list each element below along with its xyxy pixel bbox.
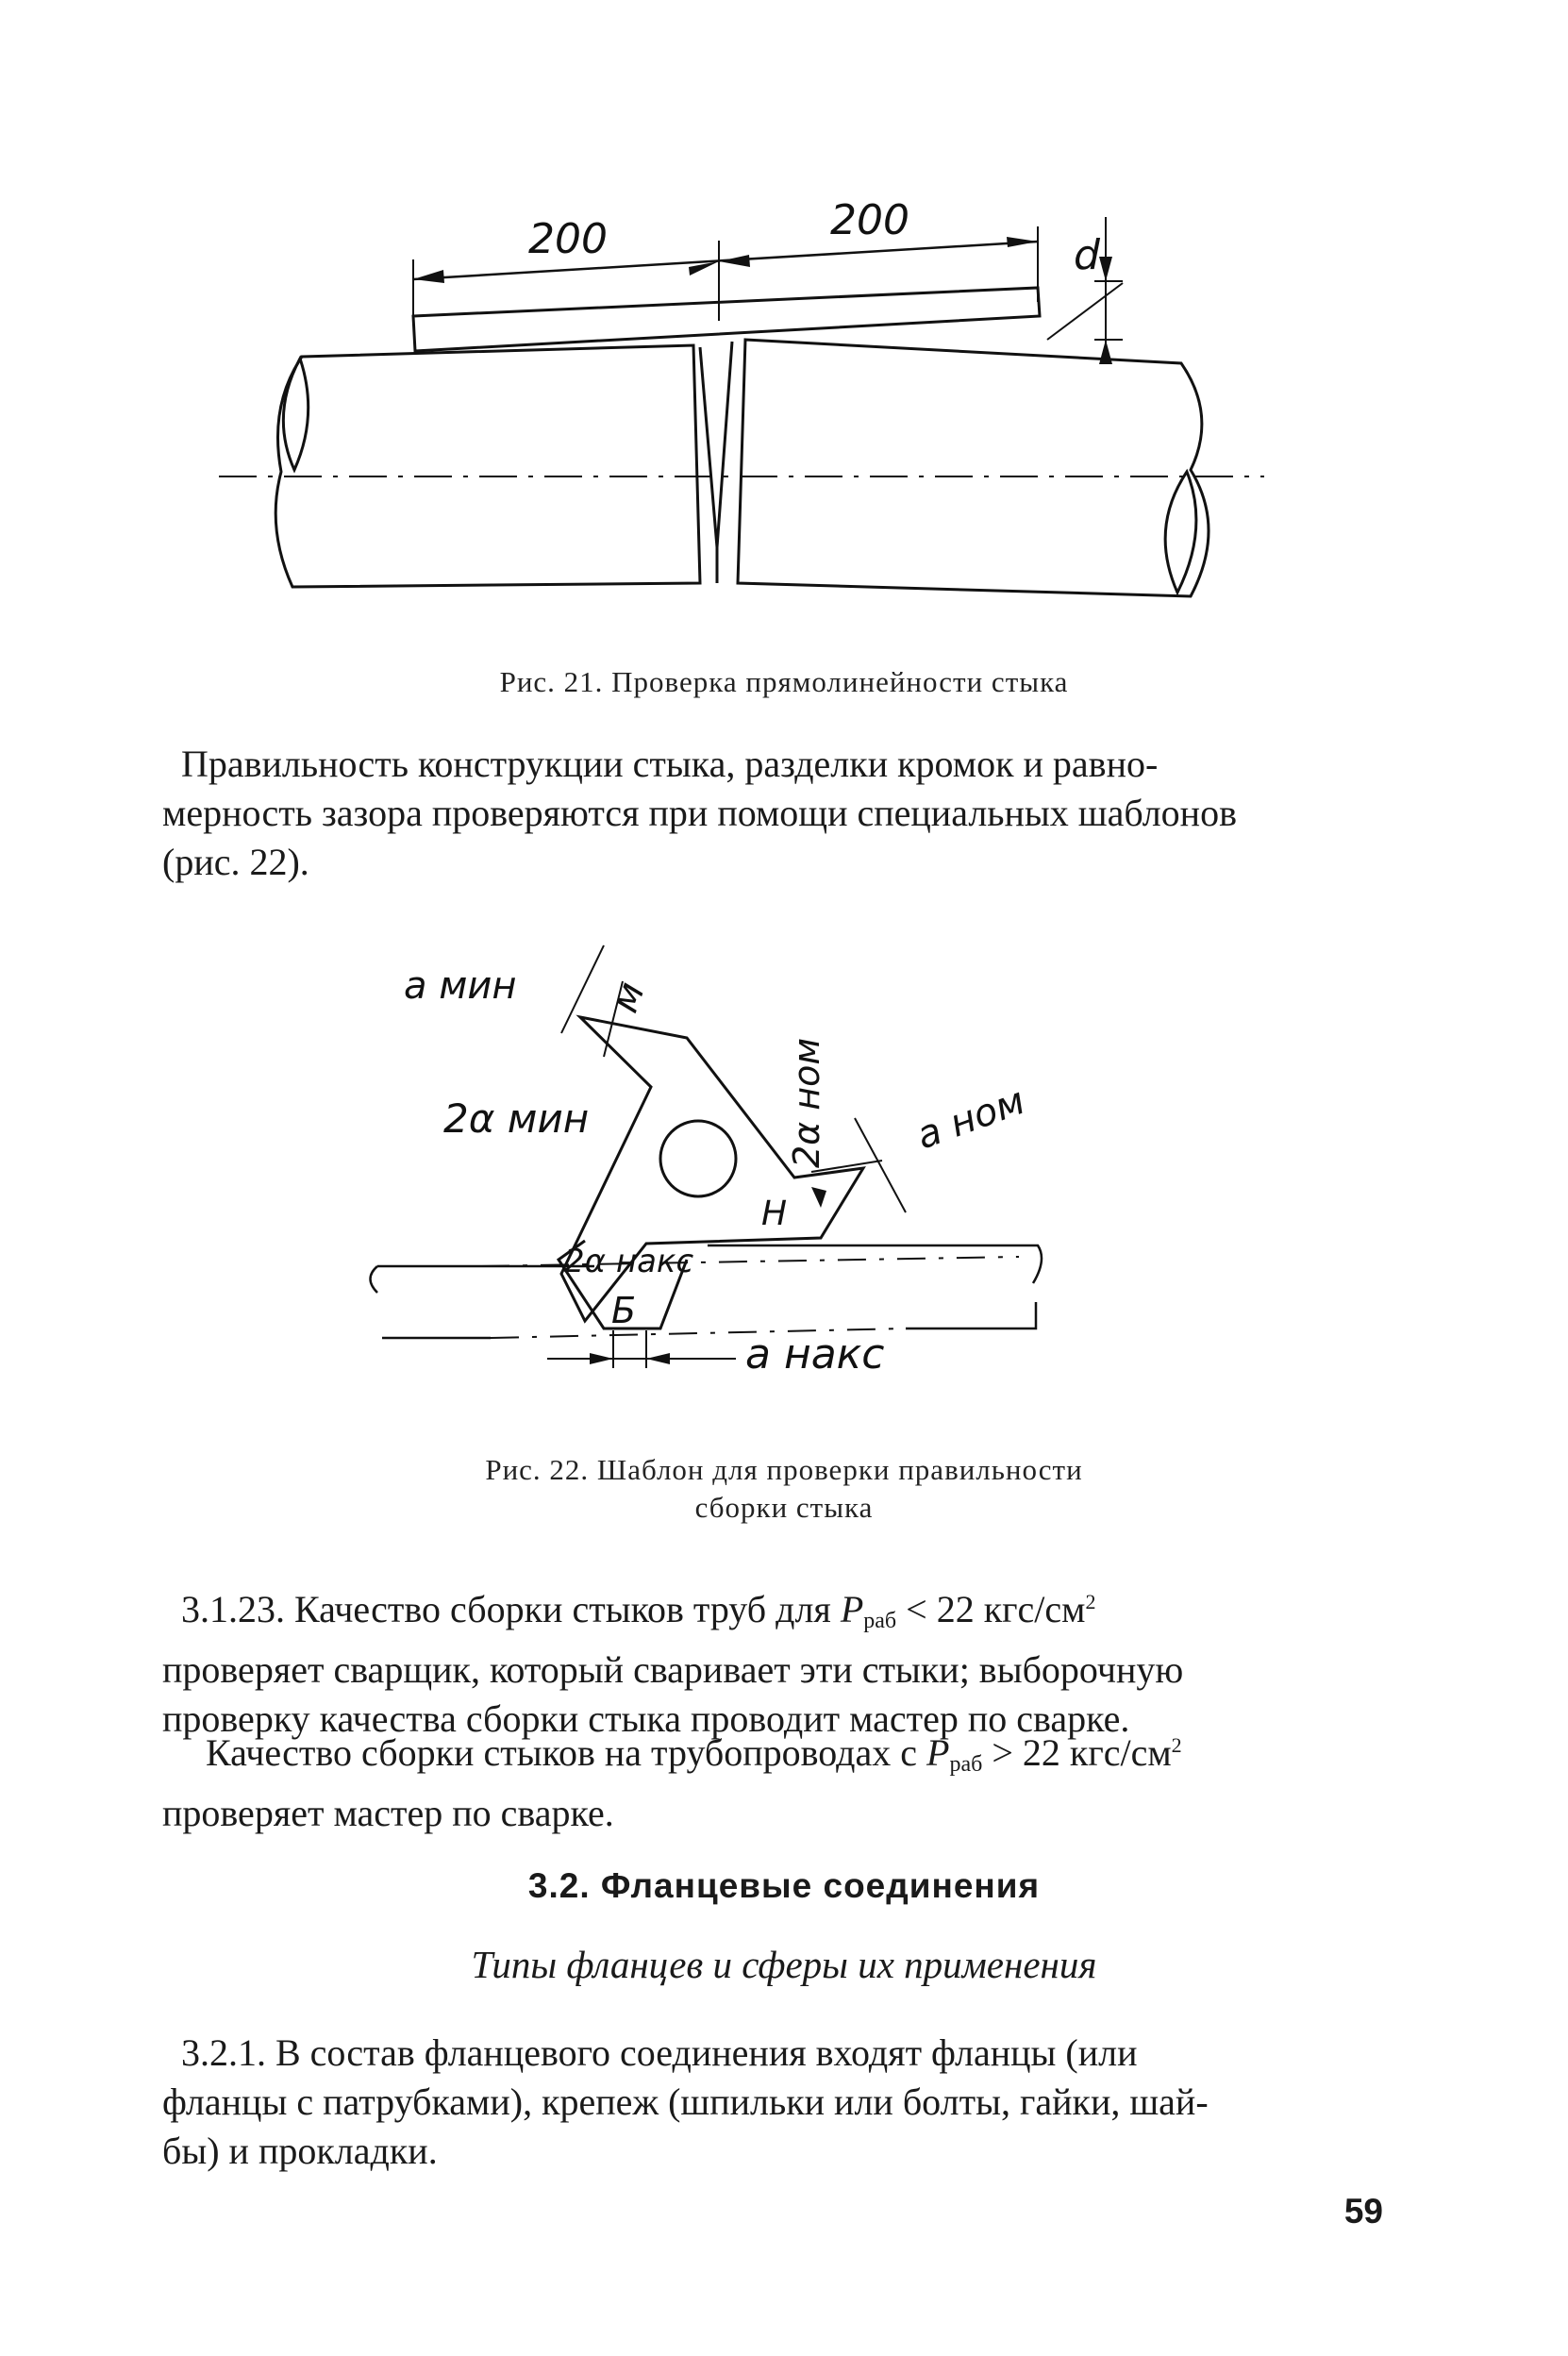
text-line [162, 1721, 1379, 1789]
paragraph-3-1-23 [162, 1578, 1379, 1744]
label-a-nom: a ном [910, 1078, 1031, 1159]
pressure-symbol: P [926, 1731, 950, 1774]
text-line: проверку качества сборки стыка проводит мастер по сварке. [162, 1697, 1130, 1740]
text-line: бы) и прокладки. [162, 2130, 438, 2172]
section-subtitle: Типы фланцев и сферы их применения [471, 1943, 1097, 1986]
section-title: 3.2. Фланцевые соединения [527, 1866, 1041, 1905]
paragraph-3-2-1 [162, 2029, 1379, 2176]
unit-superscript: 2 [1171, 1733, 1182, 1757]
text-line: (рис. 22). [162, 841, 309, 883]
label-a-min: a мин [404, 964, 517, 1008]
dim-d: d [1074, 231, 1100, 279]
figure-22-caption-line1: Рис. 22. Шаблон для проверки правильности [485, 1453, 1083, 1486]
text-fragment: < 22 кгс/см [896, 1588, 1086, 1630]
figure-21 [0, 0, 1568, 717]
text-line: проверяет сварщик, который сваривает эти стыки; выборочную [162, 1648, 1184, 1691]
label-a-max: a накс [745, 1330, 885, 1379]
pressure-subscript: раб [949, 1752, 983, 1777]
pressure-symbol: P [840, 1588, 864, 1630]
dim-200-left: 200 [528, 215, 608, 263]
text-fragment: > 22 кгс/см [982, 1731, 1172, 1774]
pressure-subscript: раб [863, 1609, 897, 1633]
page-number: 59 [1343, 2192, 1383, 2231]
dim-200-right: 200 [830, 196, 909, 244]
paragraph-quality-check [162, 1721, 1379, 1838]
label-h: Н [761, 1195, 788, 1233]
label-b: Б [611, 1290, 637, 1331]
text-line: Правильность конструкции стыка, разделки кромок и равно- [181, 743, 1159, 785]
text-fragment: 3.1.23. Качество сборки стыков труб для [181, 1588, 841, 1630]
label-m: м [603, 976, 654, 1019]
text-line: мерность зазора проверяются при помощи специальных шаблонов [162, 792, 1237, 834]
unit-superscript: 2 [1085, 1590, 1096, 1613]
label-2alpha-nom: 2α ном [786, 1037, 827, 1168]
figure-22-drawing [0, 925, 1568, 1415]
figure-22-caption-line2: сборки стыка [694, 1491, 874, 1524]
text-fragment: Качество сборки стыков на трубопроводах с [206, 1731, 927, 1774]
text-line: фланцы с патрубками), крепеж (шпильки или болты, гайки, шай- [162, 2080, 1209, 2123]
figure-21-drawing [0, 0, 1568, 717]
figure-21-caption: Рис. 21. Проверка прямолинейности стыка [499, 665, 1069, 698]
text-line: проверяет мастер по сварке. [162, 1792, 614, 1834]
text-line: 3.2.1. В состав фланцевого соединения входят фланцы (или [181, 2031, 1138, 2074]
paragraph-structure-check [162, 740, 1379, 887]
label-2alpha-max: 2α накс [564, 1243, 694, 1280]
label-2alpha-min: 2α мин [443, 1095, 590, 1142]
figure-22 [0, 925, 1568, 1415]
text-line [162, 1578, 1379, 1646]
